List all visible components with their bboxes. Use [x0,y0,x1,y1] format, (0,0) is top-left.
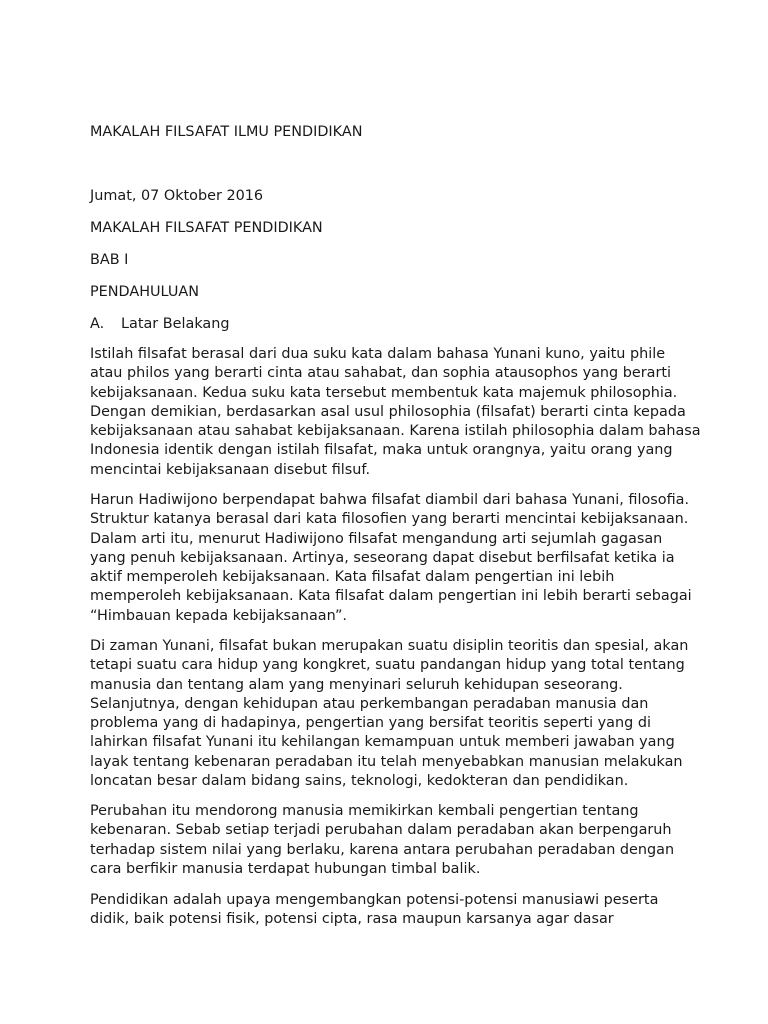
paragraph-line: loncatan besar dalam bidang sains, teknologi, kedokteran dan pendidikan. [90,773,629,790]
paragraph-2 [90,491,690,626]
paragraph-1 [90,345,701,480]
paragraph-line: Selanjutnya, dengan kehidupan atau perkembangan peradaban manusia dan [90,695,649,712]
paragraph-line: lahirkan filsafat Yunani itu kehilangan kemampuan untuk memberi jawaban yang [90,734,675,751]
paragraph-line: problema yang di hadapinya, pengertian yang bersifat teoritis seperti yang di [90,715,651,732]
paragraph-line: memperoleh kebijaksanaan. Kata filsafat dalam pengertian ini lebih berarti sebagai [90,588,692,605]
paragraph-line: atau philos yang berarti cinta atau sahabat, dan sophia atausophos yang berarti [90,365,672,382]
paragraph-line: Dalam arti itu, menurut Hadiwijono filsafat mengandung arti sejumlah gagasan [90,530,663,547]
post-heading: MAKALAH FILSAFAT PENDIDIKAN [90,220,323,236]
paragraph-4 [90,802,690,879]
paragraph-line: Perubahan itu mendorong manusia memikirkan kembali pengertian tentang [90,803,639,819]
paragraph-line: kebijaksanaan atau sahabat kebijaksanaan. Karena istilah philosophia dalam bahasa [90,423,701,440]
paragraph-line: Dengan demikian, berdasarkan asal usul philosophia (filsafat) berarti cinta kepada [90,403,686,420]
chapter-label: BAB I [90,252,129,268]
section-number: A. [90,316,105,332]
paragraph-line: mencintai kebijaksanaan disebut filsuf. [90,461,371,478]
paragraph-line: Pendidikan adalah upaya mengembangkan potensi-potensi manusiawi peserta [90,892,659,908]
paragraph-line: kebenaran. Sebab setiap terjadi perubahan dalam peradaban akan berpengaruh [90,822,672,839]
paragraph-line: tetapi suatu cara hidup yang kongkret, suatu pandangan hidup yang total tentang [90,657,685,674]
paragraph-line: cara berfikir manusia terdapat hubungan timbal balik. [90,860,481,877]
section-title: Latar Belakang [121,316,230,332]
document-title: MAKALAH FILSAFAT ILMU PENDIDIKAN [90,124,363,140]
post-date: Jumat, 07 Oktober 2016 [90,188,264,204]
paragraph-line: kebijaksanaan. Kedua suku kata tersebut membentuk kata majemuk philosophia. [90,384,678,401]
paragraph-line: Di zaman Yunani, filsafat bukan merupakan suatu disiplin teoritis dan spesial, akan [90,638,689,654]
paragraph-line: terhadap sistem nilai yang berlaku, karena antara perubahan peradaban dengan [90,841,675,858]
paragraph-line: Struktur katanya berasal dari kata filosofien yang berarti mencintai kebijaksanaan. [90,511,689,528]
paragraph-5 [90,891,690,930]
paragraph-line: Harun Hadiwijono berpendapat bahwa filsafat diambil dari bahasa Yunani, filosofia. [90,492,690,508]
paragraph-line: “Himbauan kepada kebijaksanaan”. [90,607,347,624]
paragraph-line: yang penuh kebijaksanaan. Artinya, seseorang dapat disebut berfilsafat ketika ia [90,549,675,566]
paragraph-line: Indonesia identik dengan istilah filsafat, maka untuk orangnya, yaitu orang yang [90,442,673,459]
section-heading [90,315,230,334]
chapter-title: PENDAHULUAN [90,284,200,300]
paragraph-line: didik, baik potensi fisik, potensi cipta, rasa maupun karsanya agar dasar [90,911,614,928]
paragraph-line: Istilah filsafat berasal dari dua suku kata dalam bahasa Yunani kuno, yaitu phile [90,346,666,362]
paragraph-line: manusia dan tentang alam yang menyinari seluruh kehidupan seseorang. [90,676,623,693]
paragraph-3 [90,637,690,791]
paragraph-line: layak tentang kebenaran peradaban itu telah menyebabkan manusian melakukan [90,753,683,770]
paragraph-line: aktif memperoleh kebijaksanaan. Kata filsafat dalam pengertian ini lebih [90,569,615,586]
